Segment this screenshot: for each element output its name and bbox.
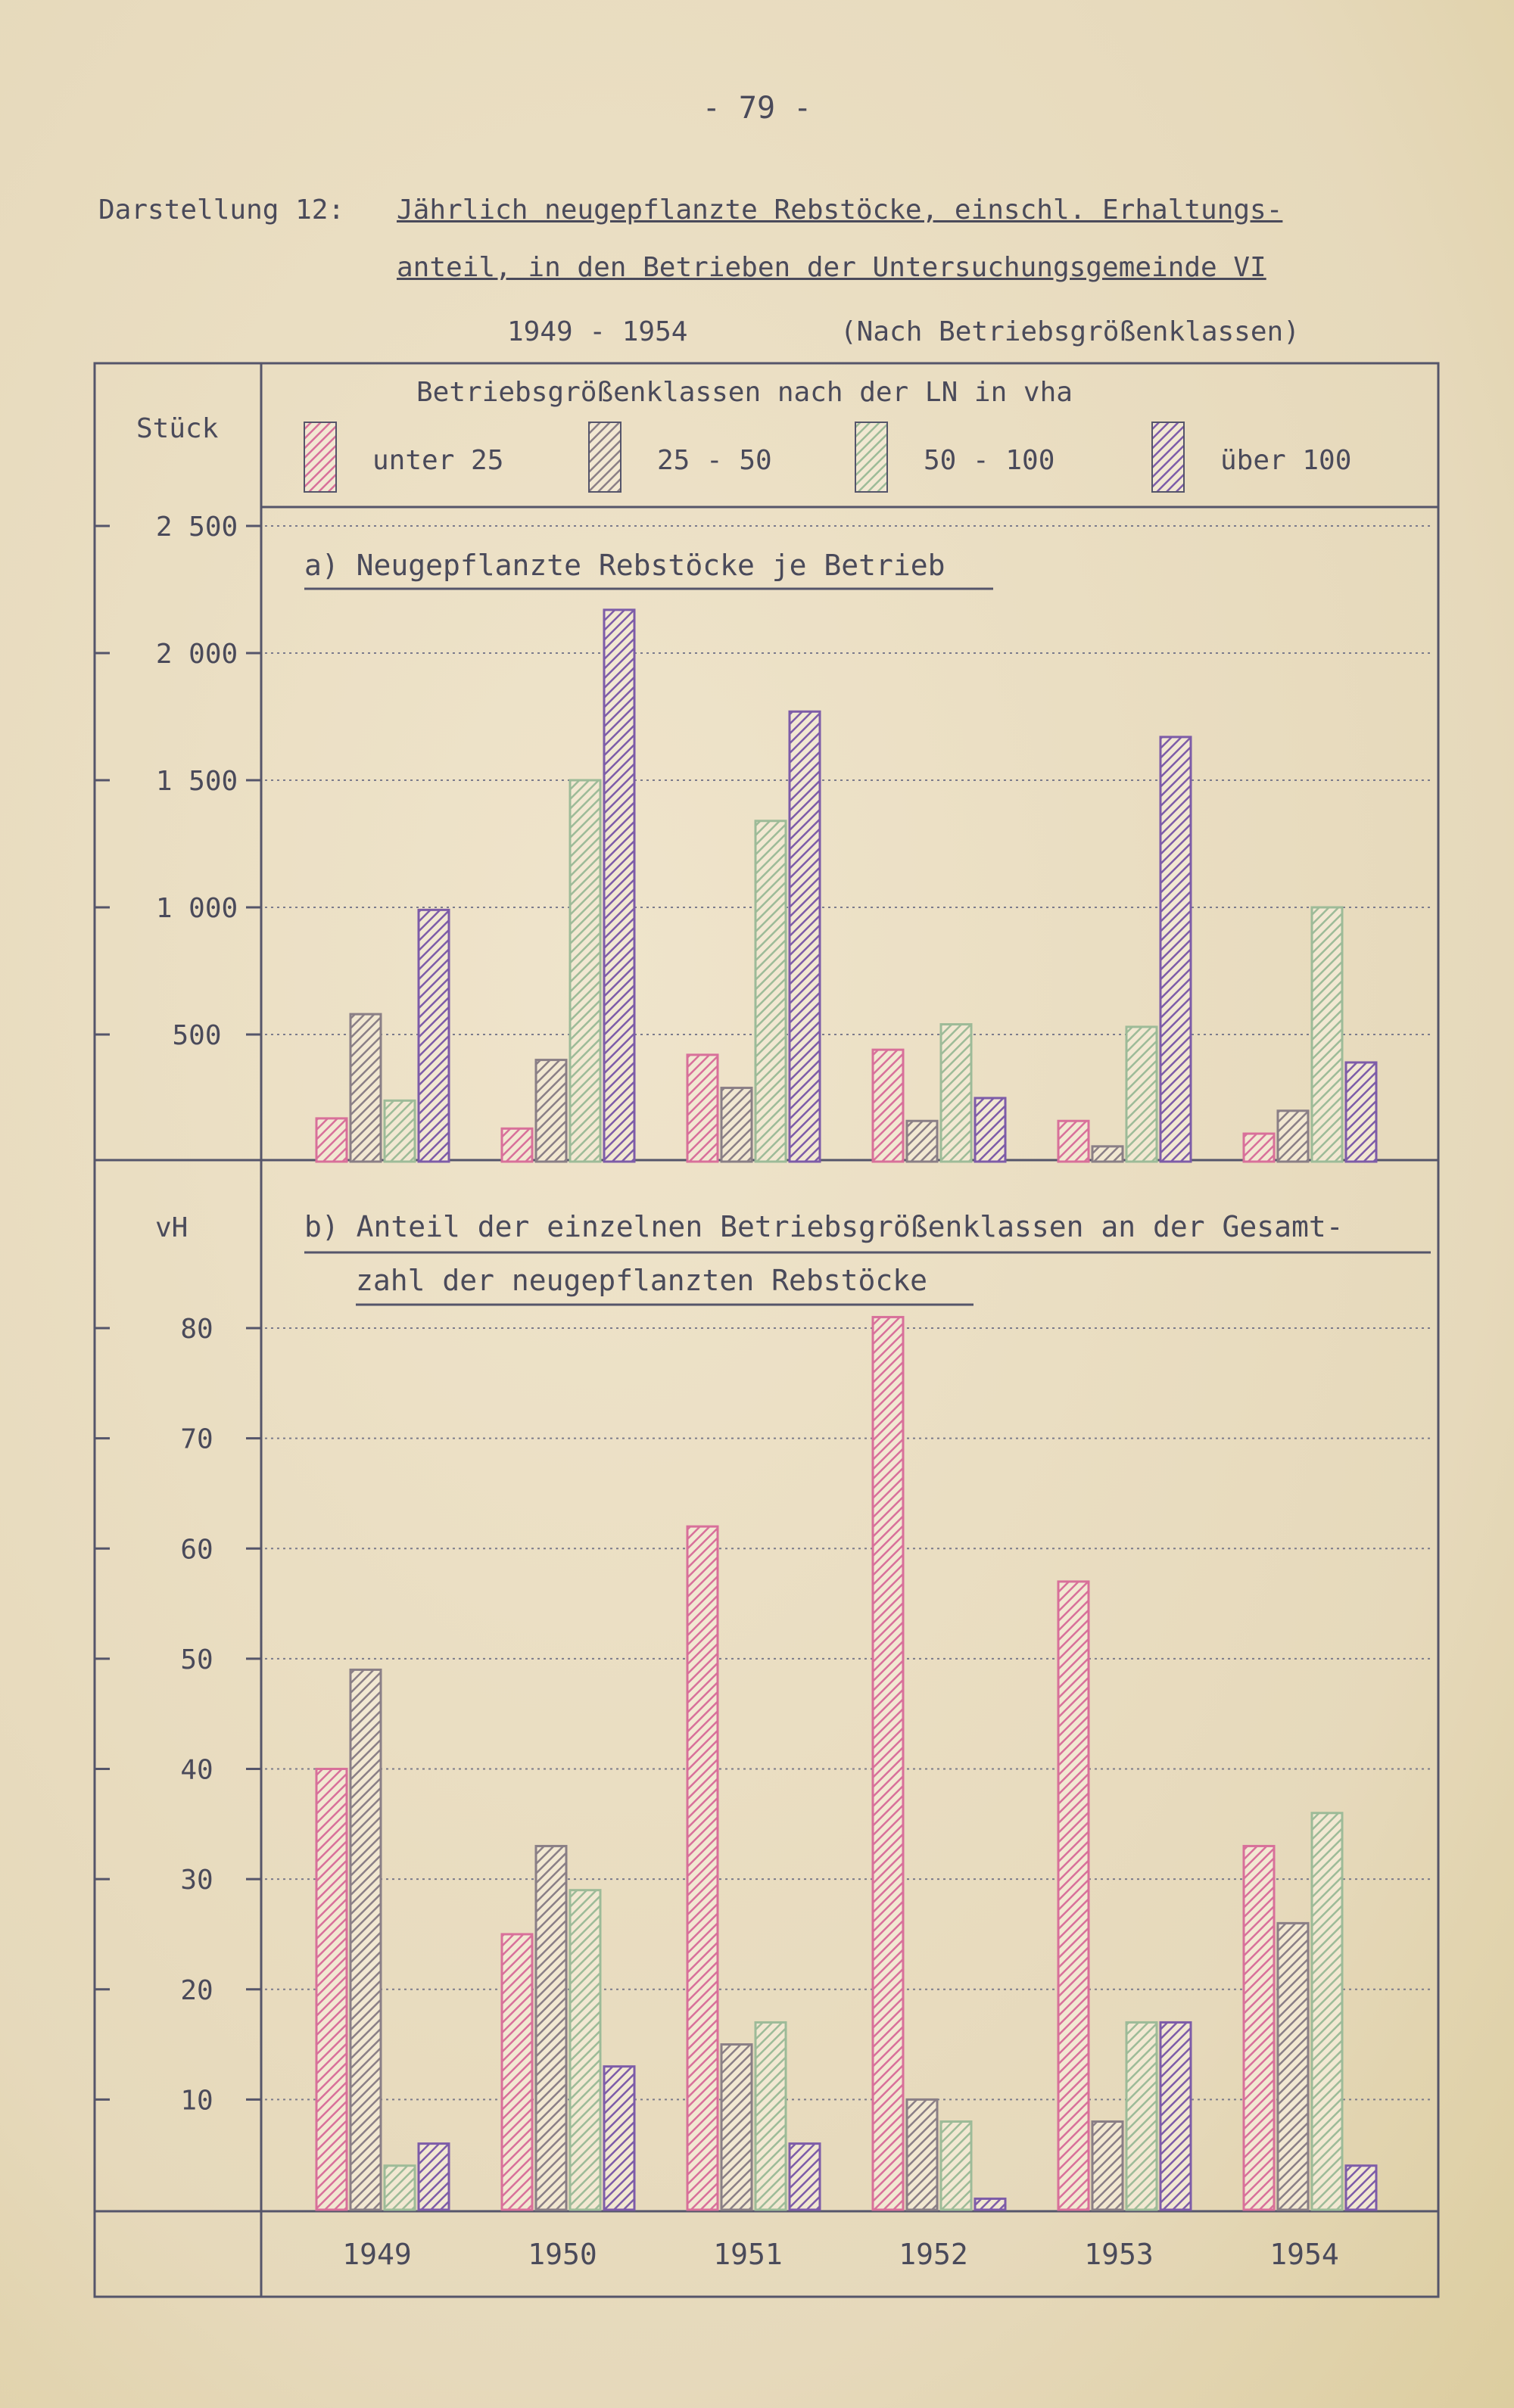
legend-swatch-2	[855, 422, 887, 492]
bar-b-1953-1	[1092, 2122, 1123, 2210]
bar-a-1952-2	[941, 1025, 971, 1162]
bar-a-1952-0	[873, 1050, 903, 1162]
bar-a-1950-0	[502, 1128, 532, 1162]
bar-a-1950-1	[536, 1060, 566, 1162]
ytick-label-a-3: 2 000	[155, 639, 238, 670]
panel-b-title-line2: zahl der neugepflanzten Rebstöcke	[356, 1264, 927, 1297]
bar-b-1953-3	[1160, 2022, 1191, 2210]
page-number: - 79 -	[702, 91, 812, 126]
ytick-label-b-4: 50	[180, 1644, 213, 1675]
bar-a-1949-1	[350, 1014, 381, 1162]
bar-a-1953-1	[1092, 1146, 1123, 1162]
x-label-1953: 1953	[1084, 2238, 1154, 2271]
figure-title-line1: Jährlich neugepflanzte Rebstöcke, einschl. Erhaltungs-	[397, 194, 1283, 226]
bar-a-1949-2	[385, 1100, 415, 1162]
bar-b-1950-2	[570, 1890, 600, 2210]
bar-b-1953-2	[1126, 2022, 1157, 2210]
bar-b-1951-3	[790, 2144, 820, 2210]
legend-label-1: 25 - 50	[657, 445, 772, 476]
bar-b-1952-0	[873, 1317, 903, 2210]
ytick-label-a-4: 2 500	[155, 512, 238, 543]
bar-a-1951-1	[721, 1088, 752, 1162]
bar-b-1954-2	[1312, 1813, 1342, 2210]
bar-a-1953-0	[1058, 1121, 1089, 1162]
x-label-1952: 1952	[899, 2238, 968, 2271]
bar-b-1950-0	[502, 1934, 532, 2210]
bar-b-1949-1	[350, 1669, 381, 2210]
ytick-label-b-2: 30	[180, 1865, 213, 1896]
ytick-label-b-3: 40	[180, 1754, 213, 1786]
bar-b-1949-0	[316, 1769, 347, 2210]
ytick-label-b-5: 60	[180, 1534, 213, 1566]
bar-b-1954-3	[1346, 2166, 1376, 2210]
bar-a-1949-0	[316, 1118, 347, 1162]
legend-title: Betriebsgrößenklassen nach der LN in vha	[416, 377, 1073, 408]
x-label-1951: 1951	[713, 2238, 783, 2271]
bar-b-1951-0	[687, 1526, 718, 2210]
legend-swatch-0	[304, 422, 336, 492]
bar-a-1950-3	[604, 610, 634, 1162]
bar-a-1954-0	[1244, 1134, 1274, 1162]
bar-a-1953-2	[1126, 1027, 1157, 1162]
panel-b-title-line1: b) Anteil der einzelnen Betriebsgrößenklassen an der Gesamt-	[304, 1210, 1344, 1243]
ytick-label-b-6: 70	[180, 1423, 213, 1455]
bar-a-1953-3	[1160, 737, 1191, 1162]
legend-swatch-3	[1152, 422, 1184, 492]
bar-b-1949-3	[419, 2144, 449, 2210]
bar-b-1952-1	[907, 2099, 937, 2210]
bar-b-1950-3	[604, 2067, 634, 2210]
bar-a-1954-1	[1278, 1111, 1308, 1162]
x-label-1949: 1949	[342, 2238, 412, 2271]
figure-title-line2: anteil, in den Betrieben der Untersuchungsgemeinde VI	[397, 252, 1266, 283]
x-axis-labels	[342, 2238, 1339, 2271]
ytick-label-a-0: 500	[172, 1020, 222, 1051]
panel-a-title: a) Neugepflanzte Rebstöcke je Betrieb	[304, 549, 945, 582]
x-label-1954: 1954	[1269, 2238, 1339, 2271]
bar-a-1952-3	[975, 1098, 1005, 1162]
source-note: (Nach Betriebsgrößenklassen)	[840, 316, 1300, 347]
ytick-label-b-0: 10	[180, 2085, 213, 2117]
bar-a-1954-2	[1312, 907, 1342, 1162]
unit-label-vh: vH	[155, 1212, 188, 1243]
bar-a-1954-3	[1346, 1062, 1376, 1162]
bar-b-1953-0	[1058, 1582, 1089, 2210]
unit-label-stueck: Stück	[136, 413, 219, 444]
bar-a-1951-0	[687, 1055, 718, 1162]
bar-b-1949-2	[385, 2166, 415, 2210]
x-label-1950: 1950	[528, 2238, 597, 2271]
legend-label-0: unter 25	[372, 445, 504, 476]
bar-b-1952-3	[975, 2198, 1005, 2210]
ytick-label-a-2: 1 500	[155, 766, 238, 797]
bar-a-1949-3	[419, 910, 449, 1162]
ytick-label-b-7: 80	[180, 1314, 213, 1345]
bar-a-1951-3	[790, 711, 820, 1162]
bar-a-1950-2	[570, 780, 600, 1162]
period-label: 1949 - 1954	[507, 316, 688, 347]
legend-swatch-1	[589, 422, 621, 492]
bar-b-1954-1	[1278, 1923, 1308, 2210]
bar-a-1951-2	[755, 821, 786, 1162]
bar-a-1952-1	[907, 1121, 937, 1162]
figure-label: Darstellung 12:	[98, 194, 345, 226]
ytick-label-b-1: 20	[180, 1974, 213, 2006]
bar-b-1954-0	[1244, 1846, 1274, 2210]
bar-b-1951-2	[755, 2022, 786, 2210]
bar-b-1952-2	[941, 2122, 971, 2210]
panel-b	[95, 1210, 1431, 2210]
panel-a	[95, 512, 1431, 1162]
legend	[136, 377, 1351, 492]
bar-b-1951-1	[721, 2045, 752, 2210]
legend-label-3: über 100	[1220, 445, 1352, 476]
ytick-label-a-1: 1 000	[155, 893, 238, 924]
legend-label-2: 50 - 100	[924, 445, 1055, 476]
bar-b-1950-1	[536, 1846, 566, 2210]
